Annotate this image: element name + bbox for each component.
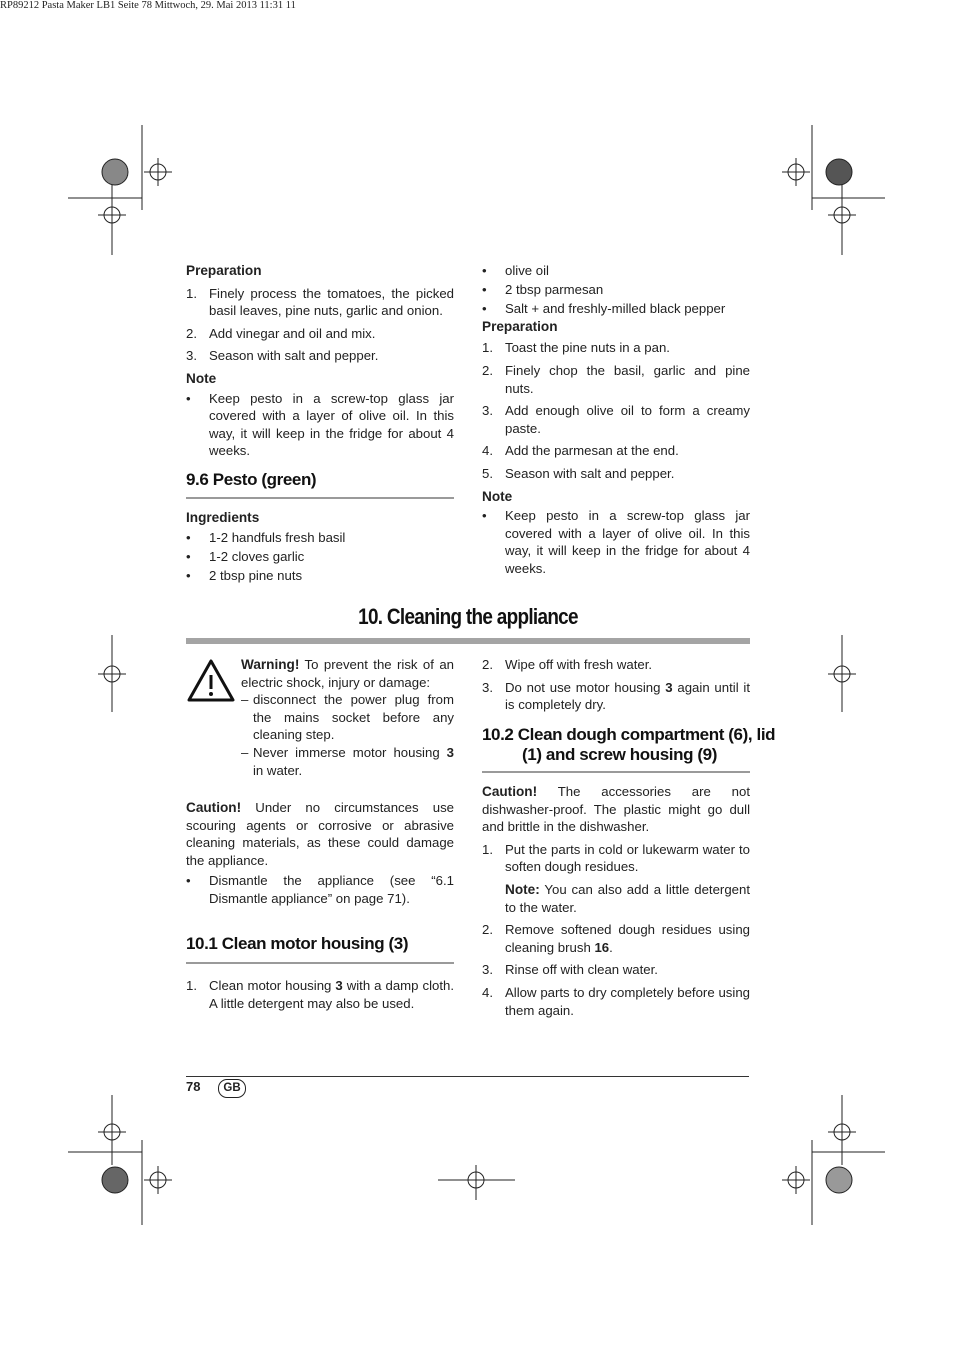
chapter-title: 10. Cleaning the appliance [358,604,578,629]
preparation-label: Preparation [482,318,558,334]
page-number: 78 [186,1079,201,1094]
list-item: • olive oil [482,263,549,278]
caution-text: Caution! Under no circumstances use scouring agents or corrosive or abrasive cleaning materials, as these could damage the appliance. [186,800,454,868]
list-item: 3. Rinse off with clean water. [482,962,658,978]
warning-dash-item: – Never immerse motor housing 3 in water. [241,744,454,778]
section-heading-pesto-green: 9.6 Pesto (green) [186,470,317,489]
list-item: 3. Season with salt and pepper. [186,348,379,364]
note-item: Note: You can also add a little detergent to the water. [505,881,750,915]
list-item: • 1-2 handfuls fresh basil [186,529,346,545]
section-rule [482,771,750,773]
list-item: 1. Clean motor housing 3 with a damp cloth. A little detergent may also be used. [186,978,454,1011]
list-item: 1. Put the parts in cold or lukewarm water to soften dough residues. [482,841,750,875]
print-header: RP89212 Pasta Maker LB1 Seite 78 Mittwoch, 29. Mai 2013 11:31 11 [0,0,296,11]
footer-rule [186,1076,749,1077]
list-item: 2. Add vinegar and oil and mix. [186,325,376,341]
clean-motor-steps-continued [482,656,750,714]
pesto-ingredients [186,509,454,584]
section-rule [186,962,454,964]
list-item: 2. Finely chop the basil, garlic and pine nuts. [482,362,750,396]
ingredients-label: Ingredients [186,510,260,525]
list-item: 3. Add enough olive oil to form a creamy paste. [482,403,750,436]
preparation-label: Preparation [186,263,262,278]
list-item: 1. Toast the pine nuts in a pan. [482,340,670,356]
list-item: • Salt + and freshly-milled black pepper [482,301,726,317]
list-item: 4. Add the parmesan at the end. [482,443,679,459]
list-item: • Keep pesto in a screw-top glass jar covered with a layer of olive oil. In this way, it will keep in the fridge for about 4 weeks. [482,508,750,576]
warning-dash-item: – disconnect the power plug from the mains socket before any cleaning step. [241,692,454,743]
list-item: • 1-2 cloves garlic [186,548,305,564]
list-item: 2. Wipe off with fresh water. [482,657,653,672]
caution-text: Caution! The accessories are not dishwasher-proof. The plastic might go dull and brittle in the dishwasher. [482,784,750,835]
list-item: 3. Do not use motor housing 3 again until it is completely dry. [482,679,750,713]
section-rule [186,497,454,499]
section-heading-clean-motor: 10.1 Clean motor housing (3) [186,934,409,953]
warning-text: Warning! To prevent the risk of an electric shock, injury or damage: [241,657,454,690]
list-item: 2. Remove softened dough residues using cleaning brush 16. [482,922,750,955]
note-label: Note [186,370,217,386]
left-column-top [186,262,454,460]
list-item: • 2 tbsp parmesan [482,282,604,298]
list-item: 1. Finely process the tomatoes, the picked basil leaves, pine nuts, garlic and onion. [186,285,454,319]
section-heading-clean-dough: 10.2 Clean dough compartment (6), lid (1) and screw housing (9) [482,725,776,764]
chapter-rule [186,638,750,644]
list-item: 5. Season with salt and pepper. [482,465,675,481]
clean-motor-steps [186,977,454,1012]
warning-block [241,656,454,779]
right-column-top [482,262,750,578]
clean-dough-block [482,783,750,1019]
list-item: • Keep pesto in a screw-top glass jar covered with a layer of olive oil. In this way, it will keep in the fridge for about 4 weeks. [186,390,454,459]
list-item: 4. Allow parts to dry completely before using them again. [482,984,750,1018]
list-item: • 2 tbsp pine nuts [186,567,303,583]
warning-triangle-icon [186,658,236,704]
caution-block [186,799,454,908]
list-item: • Dismantle the appliance (see “6.1 Dismantle appliance” on page 71). [186,873,454,906]
note-label: Note [482,488,513,504]
language-badge: GB [218,1079,246,1098]
